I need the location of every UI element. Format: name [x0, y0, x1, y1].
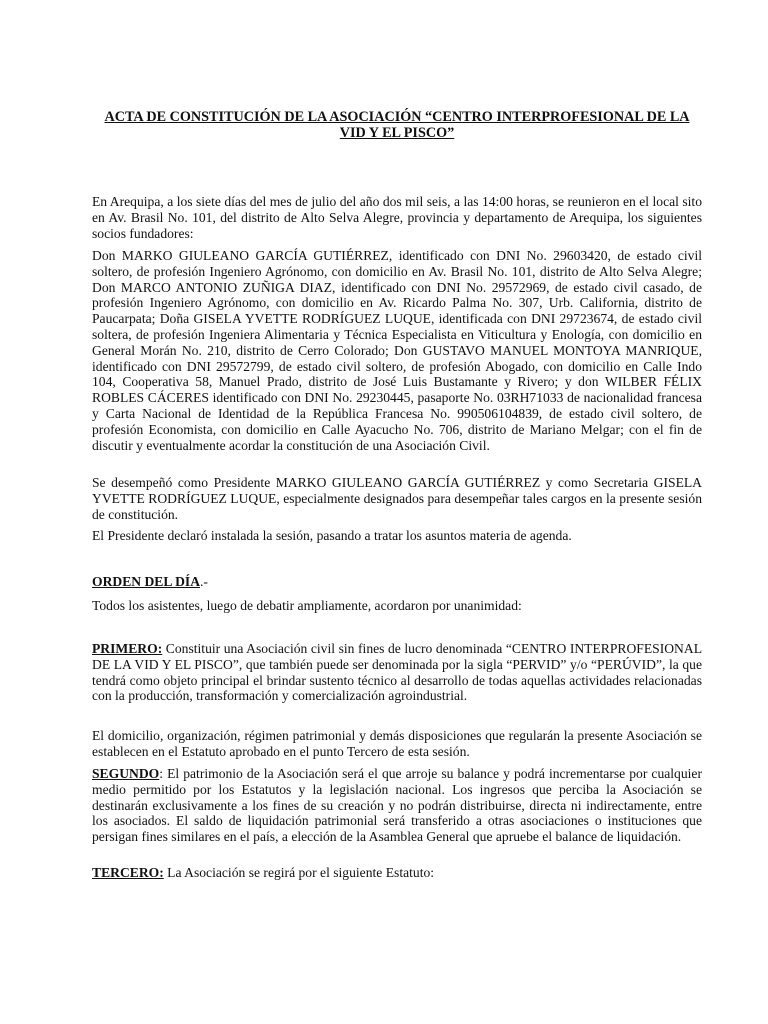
domicile-paragraph: El domicilio, organización, régimen patrimonial y demás disposiciones que regularán la presente Asociación se establecen en el Estatuto aprobado en el punto Tercero de esta sesión.	[92, 728, 702, 759]
segundo-text: : El patrimonio de la Asociación será el que arroje su balance y podrá incrementarse por cualquier medio permitido por los Estatutos y la legislación nacional. Los ingresos que perciba la Asociación se destinarán exclusivamente a los fines de su creación y no podrán distribuirse, directa ni indirectamente, entre los asociados. El saldo de liquidación patrimonial será transferido a otras asociaciones o instituciones que persigan fines similares en el país, a elección de la Asamblea General que apruebe el balance de liquidación.	[92, 766, 702, 845]
agenda-heading-label: ORDEN DEL DÍA	[92, 574, 201, 589]
segundo-paragraph	[92, 766, 702, 845]
intro-paragraph: En Arequipa, a los siete días del mes de julio del año dos mil seis, a las 14:00 horas, se reunieron en el local sito en Av. Brasil No. 101, del distrito de Alto Selva Alegre, provincia y departamento de Arequipa, los siguientes socios fundadores:	[92, 194, 702, 241]
agenda-intro-paragraph: Todos los asistentes, luego de debatir ampliamente, acordaron por unanimidad:	[92, 598, 522, 613]
document-title: ACTA DE CONSTITUCIÓN DE LA ASOCIACIÓN “CENTRO INTERPROFESIONAL DE LA VID Y EL PISCO”	[104, 109, 690, 141]
session-installed-paragraph: El Presidente declaró instalada la sesión, pasando a tratar los asuntos materia de agenda.	[92, 528, 572, 543]
primero-label: PRIMERO:	[92, 641, 163, 656]
tercero-text: La Asociación se regirá por el siguiente Estatuto:	[163, 865, 435, 880]
tercero-label: TERCERO:	[92, 865, 164, 880]
agenda-heading	[92, 574, 208, 590]
founders-paragraph: Don MARKO GIULEANO GARCÍA GUTIÉRREZ, identificado con DNI No. 29603420, de estado civil soltero, de profesión Ingeniero Agrónomo, con domicilio en Av. Brasil No. 101, distrito de Alto Selva Alegre; Don MARCO ANTONIO ZUÑIGA DIAZ, identificado con DNI No. 29572969, de estado civil casado, de profesión Ingeniero Agrónomo, con domicilio en Av. Ricardo Palma No. 307, Urb. California, distrito de Paucarpata; Doña GISELA YVETTE RODRÍGUEZ LUQUE, identificada con DNI 29723674, de estado civil soltera, de profesión Ingeniera Alimentaria y Técnica Especialista en Viticultura y Enología, con domicilio en General Morán No. 210, distrito de Cerro Colorado; Don GUSTAVO MANUEL MONTOYA MANRIQUE, identificado con DNI 29572799, de estado civil soltero, de profesión Abogado, con domicilio en Calle Indo 104, Cooperativa 58, Manuel Prado, distrito de José Luis Bustamante y Rivero; y don WILBER FÉLIX ROBLES CÁCERES identificado con DNI No. 29230445, pasaporte No. 03RH71033 de nacionalidad francesa y Carta Nacional de Identidad de la República Francesa No. 990506104839, de estado civil soltero, de profesión Economista, con domicilio en Calle Ayacucho No. 706, distrito de Mariano Melgar; con el fin de discutir y eventualmente acordar la constitución de una Asociación Civil.	[92, 248, 702, 453]
officers-paragraph: Se desempeñó como Presidente MARKO GIULEANO GARCÍA GUTIÉRREZ y como Secretaria GISELA YVETTE RODRÍGUEZ LUQUE, especialmente designados para desempeñar tales cargos en la presente sesión de constitución.	[92, 475, 702, 522]
primero-paragraph	[92, 641, 702, 704]
agenda-heading-suffix: .-	[200, 574, 208, 589]
primero-text: Constituir una Asociación civil sin fines de lucro denominada “CENTRO INTERPROFESIONAL DE LA VID Y EL PISCO”, que también puede ser denominada por la sigla “PERVID” y/o “PERÚVID”, la que tendrá como objeto principal el brindar sustento técnico al desarrollo de todas aquellas actividades relacionadas con la producción, transformación y comercialización agroindustrial.	[92, 641, 702, 704]
segundo-label: SEGUNDO	[92, 766, 160, 781]
tercero-paragraph	[92, 865, 702, 881]
